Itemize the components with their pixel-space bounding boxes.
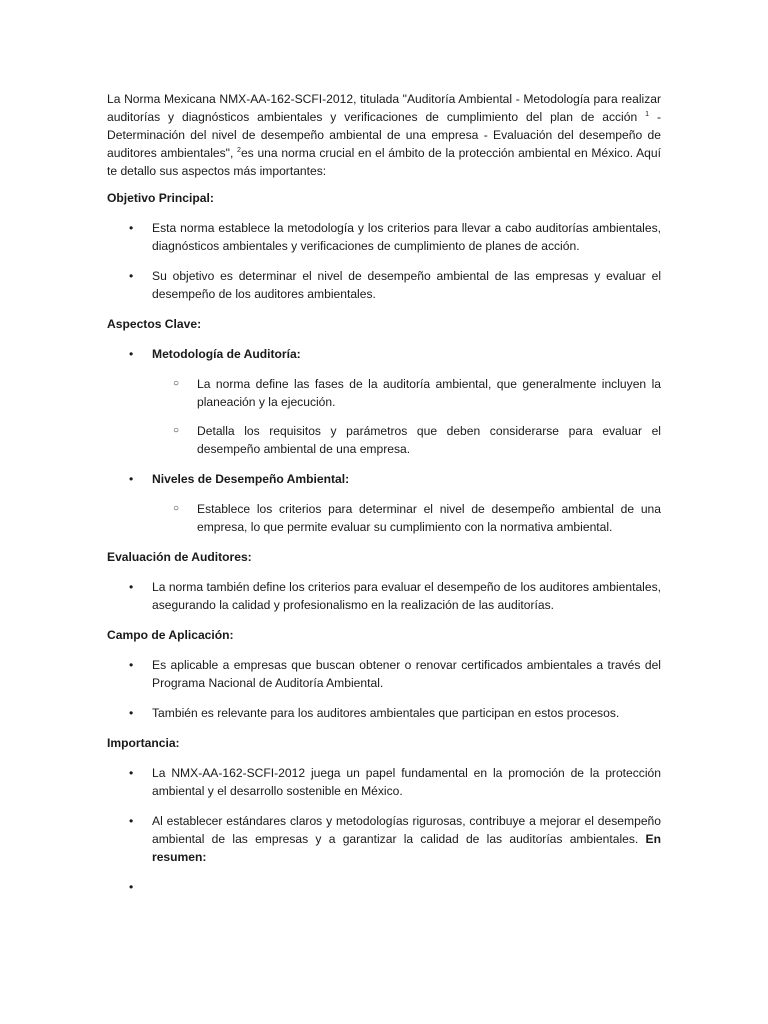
list-item-text: La norma también define los criterios para evaluar el desempeño de los auditores ambientales, asegurando la calidad y profesionalismo en la realización de las auditorías. [152,580,661,612]
intro-text-3: es una norma crucial en el ámbito de la protección ambiental en México. Aquí te detallo sus aspectos más importantes: [107,146,661,178]
document-page [107,90,661,908]
bullet-icon: • [129,347,134,361]
list-item-text: La NMX-AA-162-SCFI-2012 juega un papel fundamental en la promoción de la protección ambiental y el desarrollo sostenible en México. [152,766,661,798]
sublist-item-text: Detalla los requisitos y parámetros que deben considerarse para evaluar el desempeño ambiental de una empresa. [197,424,661,456]
heading-evaluacion-auditores: Evaluación de Auditores: [107,550,252,564]
sublist-item-text: La norma define las fases de la auditoría ambiental, que generalmente incluyen la planeación y la ejecución. [197,377,661,409]
bullet-icon: • [129,472,134,486]
list-item [107,267,661,303]
bullet-icon: • [129,658,134,672]
hollow-bullet-icon: ○ [173,503,180,514]
metodologia-label: Metodología de Auditoría: [152,347,301,361]
list-item [107,764,661,800]
sublist-item [152,500,661,536]
intro-text-1: La Norma Mexicana NMX-AA-162-SCFI-2012, titulada "Auditoría Ambiental - Metodología para realizar auditorías y diagnósticos ambientales y verificaciones de cumplimiento del plan de acción [107,92,661,124]
list-item-text: Esta norma establece la metodología y los criterios para llevar a cabo auditorías ambientales, diagnósticos ambientales y verificaciones de cumplimiento de planes de acción. [152,221,661,253]
list-item [107,578,661,614]
list-item [107,704,661,722]
list-item [107,812,661,866]
sublist-item-text: Establece los criterios para determinar el nivel de desempeño ambiental de una empresa, lo que permite evaluar su cumplimiento con la normativa ambiental. [197,502,661,534]
list-item [107,656,661,692]
objetivo-list [107,219,661,303]
hollow-bullet-icon: ○ [173,425,180,436]
bullet-icon: • [129,580,134,594]
list-item-text: Es aplicable a empresas que buscan obtener o renovar certificados ambientales a través del Programa Nacional de Auditoría Ambiental. [152,658,661,690]
list-item-text: Su objetivo es determinar el nivel de desempeño ambiental de las empresas y evaluar el desempeño de los auditores ambientales. [152,269,661,301]
hollow-bullet-icon: ○ [173,378,180,389]
heading-aspectos-clave: Aspectos Clave: [107,317,202,331]
importancia-list [107,764,661,896]
sublist-item [152,422,661,458]
bullet-icon: • [129,221,134,235]
heading-objetivo-principal: Objetivo Principal: [107,191,214,205]
list-item [107,345,661,458]
list-item [107,219,661,255]
aspectos-list [107,345,661,536]
list-item-text: También es relevante para los auditores ambientales que participan en estos procesos. [152,706,620,720]
intro-text-2: - Determinación del nivel de desempeño ambiental de una empresa - Evaluación del desempeño de auditores ambientales", [107,110,661,160]
bullet-icon: • [129,766,134,780]
evaluacion-list [107,578,661,614]
bullet-icon: • [129,814,134,828]
list-item-text: Al establecer estándares claros y metodologías rigurosas, contribuye a mejorar el desempeño ambiental de las empresas y a garantizar la calidad de las auditorías ambientales. [152,814,661,846]
metodologia-sublist [152,375,661,458]
intro-paragraph [107,90,661,180]
en-resumen-label: En resumen: [152,832,661,864]
empty-list-item [107,878,661,896]
niveles-sublist [152,500,661,536]
bullet-icon: • [129,880,134,894]
niveles-label: Niveles de Desempeño Ambiental: [152,472,350,486]
heading-campo-aplicacion: Campo de Aplicación: [107,628,234,642]
campo-list [107,656,661,722]
list-item [107,470,661,536]
bullet-icon: • [129,269,134,283]
heading-importancia: Importancia: [107,736,180,750]
footnote-ref-2[interactable]: 2 [237,147,241,154]
sublist-item [152,375,661,411]
bullet-icon: • [129,706,134,720]
footnote-ref-1[interactable]: 1 [645,111,650,118]
